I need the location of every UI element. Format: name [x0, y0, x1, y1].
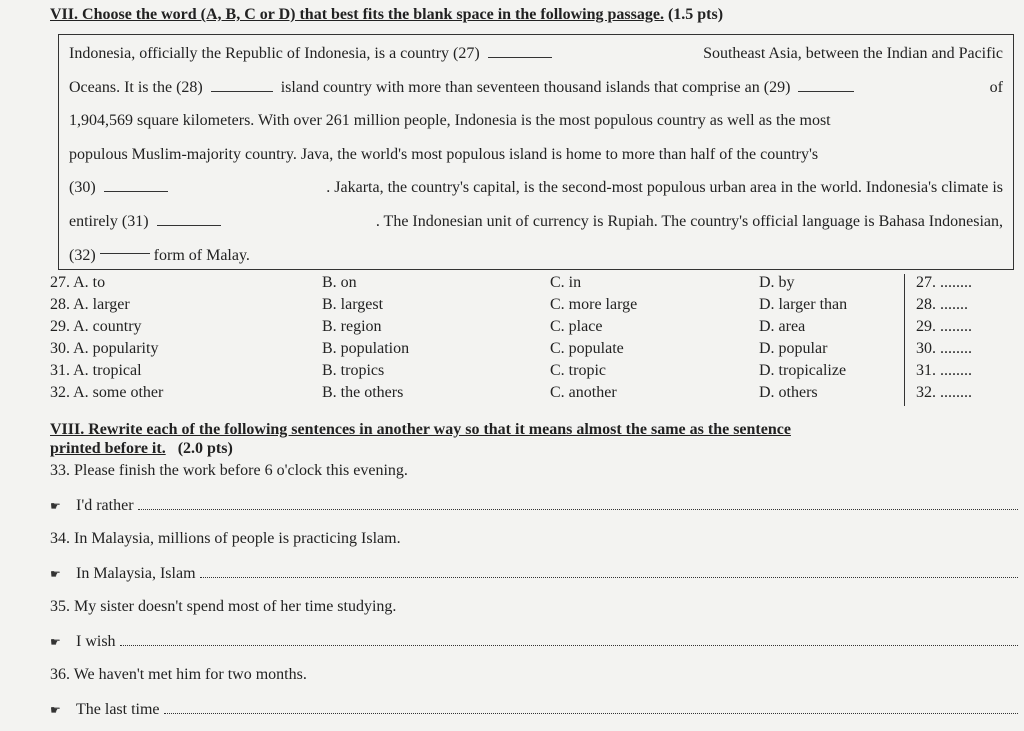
passage-text: entirely (31) — [69, 212, 149, 230]
option-a[interactable]: 30. A. popularity — [50, 340, 159, 357]
option-d[interactable]: D. area — [759, 318, 806, 335]
passage-text: of — [989, 78, 1003, 96]
options-table — [50, 274, 1000, 406]
section-8-heading-line1: VIII. Rewrite each of the following sentences in another way so that it means almost the same as the sentence — [50, 421, 791, 438]
option-c[interactable]: C. more large — [550, 296, 638, 313]
passage-text: . The Indonesian unit of currency is Rupiah. The country's official language is Bahasa Indonesian, — [375, 212, 1003, 230]
passage-text: (32) — [69, 246, 96, 264]
rewrite-line-35 — [50, 633, 1018, 651]
option-row-31 — [50, 362, 1000, 384]
passage-text: island country with more than seventeen thousand islands that comprise an (29) — [280, 78, 791, 96]
passage-text: form of Malay. — [153, 246, 250, 264]
answer-slot[interactable]: 30. ........ — [916, 340, 972, 357]
option-c[interactable]: C. tropic — [550, 362, 606, 379]
passage-line-4 — [69, 138, 1003, 172]
option-d[interactable]: D. larger than — [759, 296, 848, 313]
passage-line-1 — [69, 37, 1003, 71]
rewrite-prompt: The last time — [76, 701, 160, 718]
question-33: 33. Please finish the work before 6 o'clock this evening. — [50, 462, 408, 479]
option-a[interactable]: 31. A. tropical — [50, 362, 142, 379]
pointing-hand-icon: ☛ — [50, 567, 61, 581]
answer-line[interactable] — [164, 701, 1018, 714]
passage-line-2 — [69, 71, 1003, 105]
blank-32[interactable] — [100, 239, 150, 254]
answer-slot[interactable]: 31. ........ — [916, 362, 972, 379]
passage-text: populous Muslim-majority country. Java, the world's most populous island is home to more than half of the country's — [69, 145, 819, 163]
option-row-28 — [50, 296, 1000, 318]
option-a[interactable]: 29. A. country — [50, 318, 142, 335]
option-c[interactable]: C. another — [550, 384, 617, 401]
section-8-points: (2.0 pts) — [177, 440, 233, 457]
section-8-heading-line2: printed before it. — [50, 440, 166, 457]
rewrite-line-36 — [50, 701, 1018, 719]
answer-column-divider — [904, 274, 905, 406]
option-b[interactable]: B. population — [322, 340, 410, 357]
section-8-title — [50, 420, 791, 458]
rewrite-line-34 — [50, 565, 1018, 583]
option-row-27 — [50, 274, 1000, 296]
rewrite-line-33 — [50, 497, 1018, 515]
option-d[interactable]: D. tropicalize — [759, 362, 847, 379]
passage-line-3 — [69, 104, 1003, 138]
option-b[interactable]: B. largest — [322, 296, 384, 313]
option-row-32 — [50, 384, 1000, 406]
rewrite-prompt: In Malaysia, Islam — [76, 565, 196, 582]
answer-slot[interactable]: 28. ....... — [916, 296, 968, 313]
option-b[interactable]: B. tropics — [322, 362, 385, 379]
passage-line-5 — [69, 171, 1003, 205]
passage-text: Indonesia, officially the Republic of Indonesia, is a country (27) — [69, 45, 480, 62]
answer-slot[interactable]: 29. ........ — [916, 318, 972, 335]
blank-28[interactable] — [211, 77, 273, 92]
option-c[interactable]: C. place — [550, 318, 603, 335]
passage-text: (30) — [69, 179, 96, 197]
option-d[interactable]: D. popular — [759, 340, 828, 357]
question-35: 35. My sister doesn't spend most of her time studying. — [50, 598, 397, 615]
option-a[interactable]: 27. A. to — [50, 274, 106, 291]
passage-box — [58, 34, 1014, 270]
option-row-30 — [50, 340, 1000, 362]
section-7-heading: VII. Choose the word (A, B, C or D) that best fits the blank space in the following passage. — [50, 6, 664, 23]
blank-29[interactable] — [798, 77, 854, 92]
option-a[interactable]: 32. A. some other — [50, 384, 164, 401]
option-row-29 — [50, 318, 1000, 340]
option-d[interactable]: D. by — [759, 274, 795, 291]
section-7-points: (1.5 pts) — [667, 6, 724, 23]
blank-27[interactable] — [488, 43, 552, 58]
rewrite-prompt: I'd rather — [76, 497, 134, 514]
pointing-hand-icon: ☛ — [50, 703, 61, 717]
passage-text: Oceans. It is the (28) — [69, 78, 203, 96]
answer-line[interactable] — [120, 633, 1018, 646]
option-c[interactable]: C. in — [550, 274, 582, 291]
passage-text: 1,904,569 square kilometers. With over 261 million people, Indonesia is the most populous country as well as the most — [69, 112, 831, 130]
option-b[interactable]: B. the others — [322, 384, 404, 401]
passage-text: . Jakarta, the country's capital, is the second-most populous urban area in the world. Indonesia's climate is — [326, 179, 1003, 197]
option-a[interactable]: 28. A. larger — [50, 296, 130, 313]
blank-31[interactable] — [157, 211, 221, 226]
option-b[interactable]: B. on — [322, 274, 357, 291]
section-7-title — [50, 6, 723, 24]
option-c[interactable]: C. populate — [550, 340, 624, 357]
rewrite-prompt: I wish — [76, 633, 116, 650]
option-d[interactable]: D. others — [759, 384, 818, 401]
answer-line[interactable] — [200, 565, 1018, 578]
passage-line-6 — [69, 205, 1003, 239]
pointing-hand-icon: ☛ — [50, 499, 61, 513]
answer-line[interactable] — [138, 497, 1018, 510]
blank-30[interactable] — [104, 177, 168, 192]
answer-slot[interactable]: 27. ........ — [916, 274, 972, 291]
option-b[interactable]: B. region — [322, 318, 382, 335]
answer-slot[interactable]: 32. ........ — [916, 384, 972, 401]
passage-line-7 — [69, 239, 1003, 273]
pointing-hand-icon: ☛ — [50, 635, 61, 649]
question-34: 34. In Malaysia, millions of people is practicing Islam. — [50, 530, 401, 547]
question-36: 36. We haven't met him for two months. — [50, 666, 307, 683]
passage-text: Southeast Asia, between the Indian and Pacific — [703, 45, 1003, 62]
